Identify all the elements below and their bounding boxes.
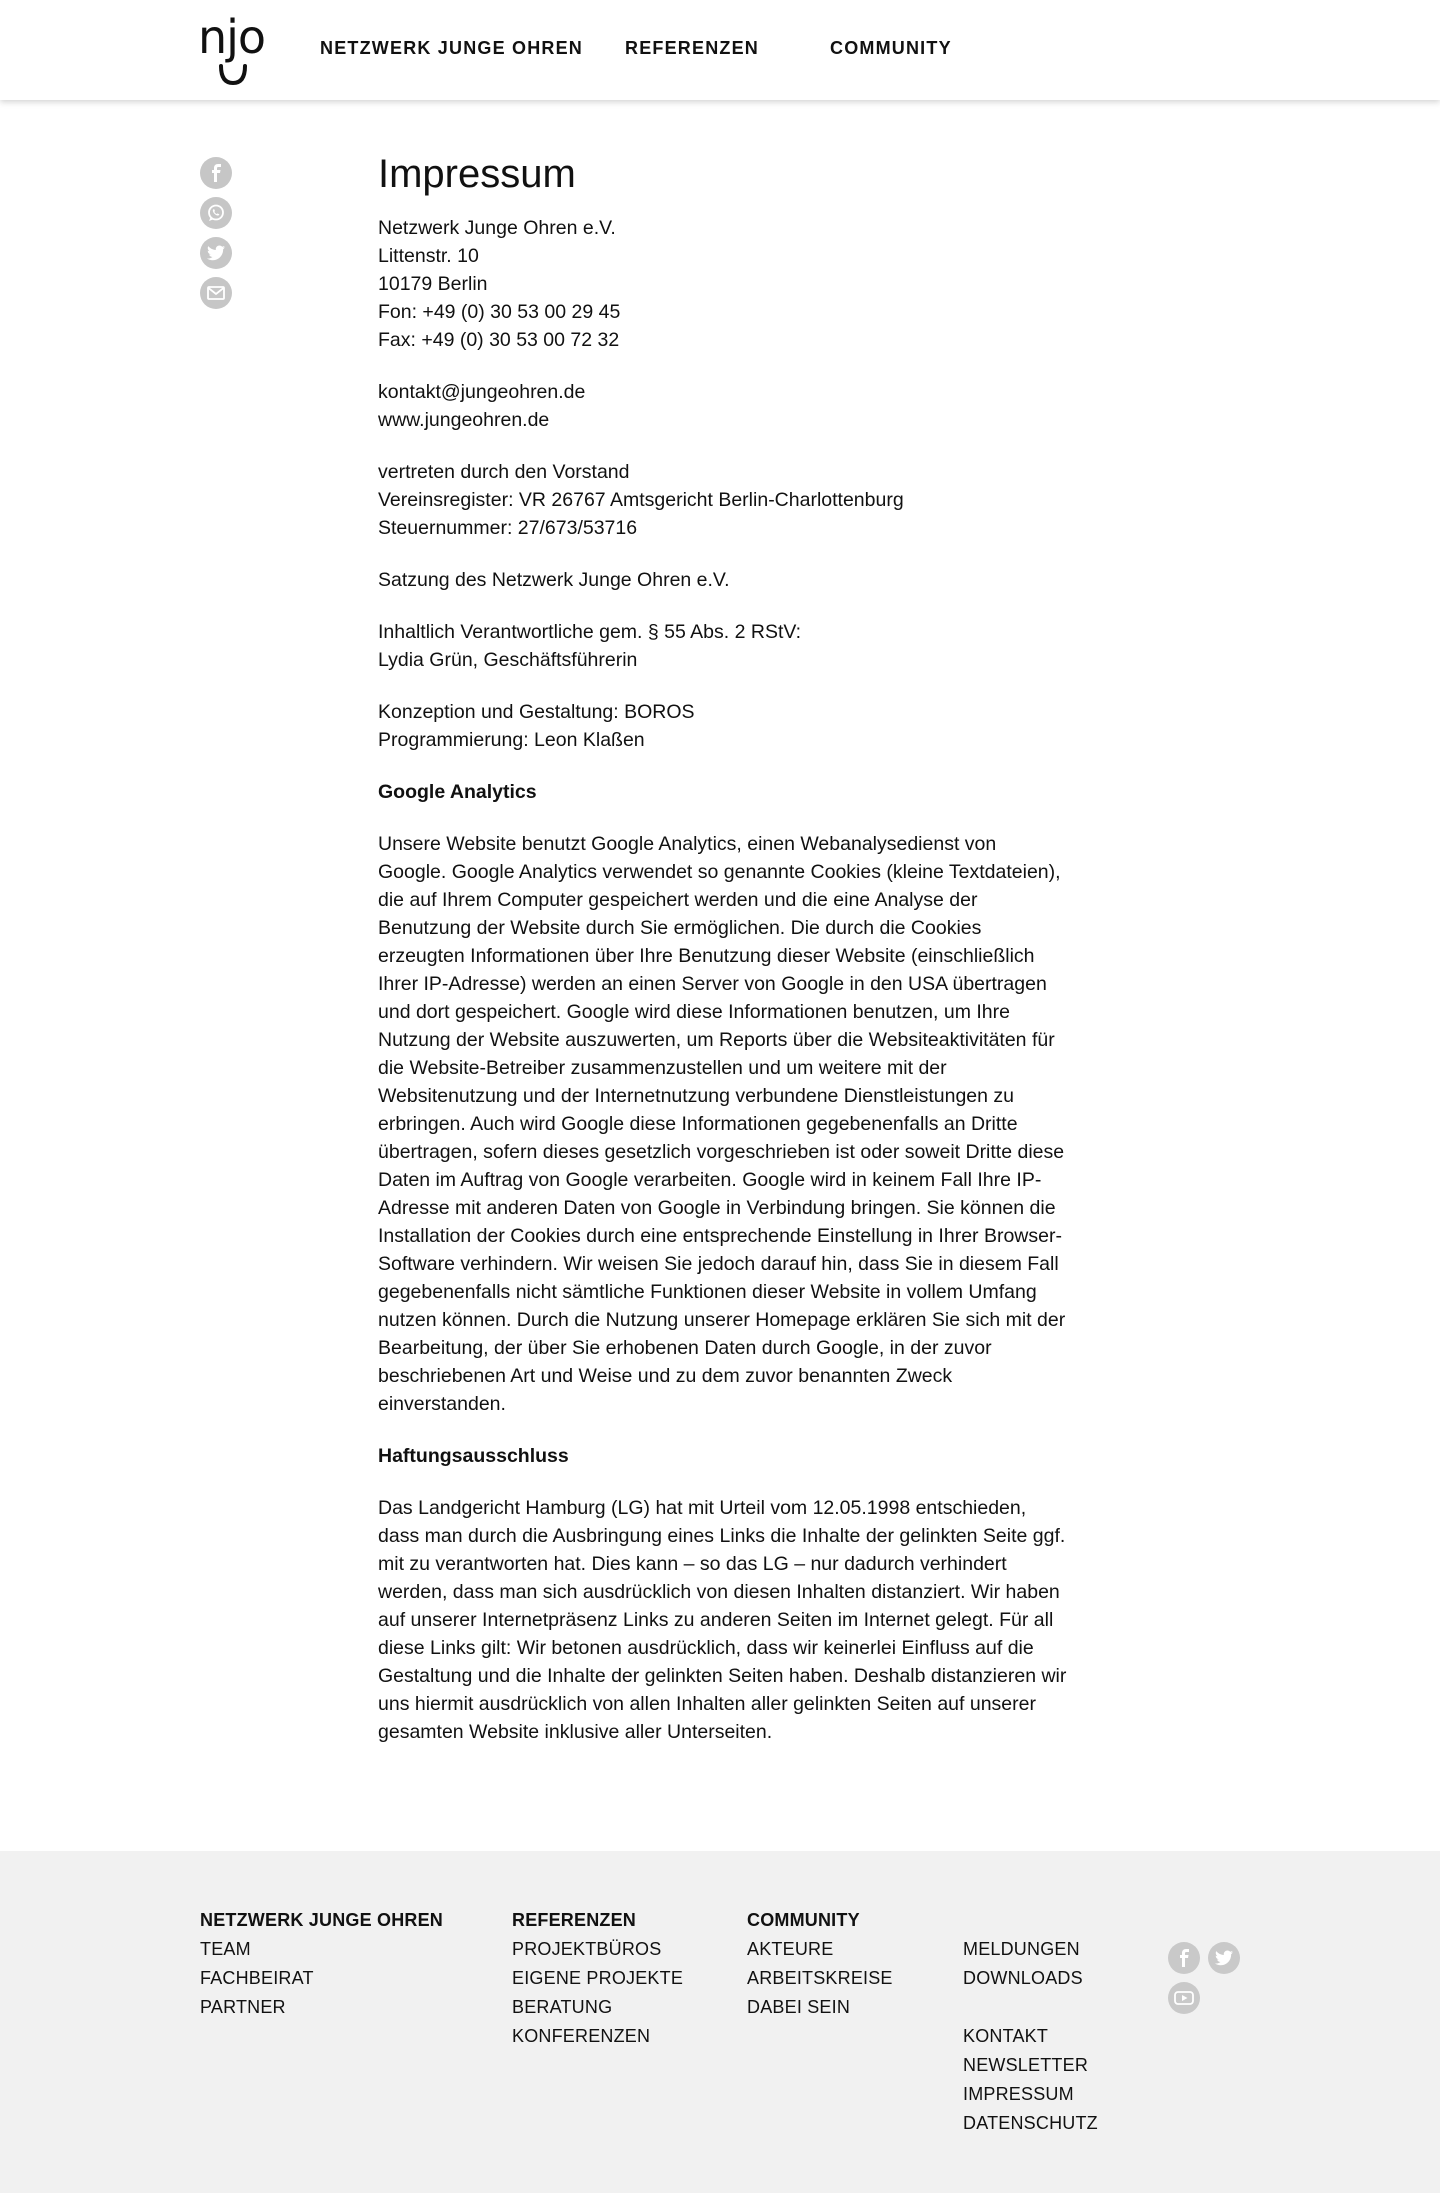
nav-netzwerk-junge-ohren[interactable]: NETZWERK JUNGE OHREN bbox=[320, 38, 584, 58]
footer-link-eigene-projekte[interactable]: EIGENE PROJEKTE bbox=[512, 1968, 684, 1988]
statute-block bbox=[378, 566, 1068, 594]
site-header bbox=[0, 0, 1440, 100]
footer-link-downloads[interactable]: DOWNLOADS bbox=[963, 1968, 1083, 1988]
footer-link-meldungen[interactable]: MELDUNGEN bbox=[963, 1939, 1080, 1959]
footer-link-fachbeirat[interactable]: FACHBEIRAT bbox=[200, 1968, 314, 1988]
address-block bbox=[378, 214, 1068, 354]
main-content bbox=[378, 150, 1068, 1770]
youtube-icon[interactable] bbox=[1168, 1982, 1200, 2014]
footer-link-konferenzen[interactable]: KONFERENZEN bbox=[512, 2026, 651, 2046]
footer-col-referenzen bbox=[512, 1906, 683, 2051]
statute-link[interactable]: Satzung des Netzwerk Junge Ohren e.V. bbox=[378, 569, 730, 591]
whatsapp-icon[interactable] bbox=[200, 197, 232, 229]
footer-link-newsletter[interactable]: NEWSLETTER bbox=[963, 2055, 1089, 2075]
site-footer bbox=[0, 1851, 1440, 2193]
liability-heading: Haftungsausschluss bbox=[378, 1445, 569, 1467]
footer-link-partner[interactable]: PARTNER bbox=[200, 1997, 286, 2017]
tax-number: Steuernummer: 27/673/53716 bbox=[378, 517, 638, 539]
responsible-label: Inhaltlich Verantwortliche gem. § 55 Abs. 2 RStV: bbox=[378, 621, 802, 643]
footer-link-projektbueros[interactable]: PROJEKTBÜROS bbox=[512, 1939, 662, 1959]
page-title: Impressum bbox=[378, 152, 576, 196]
twitter-icon[interactable] bbox=[200, 237, 232, 269]
org-name: Netzwerk Junge Ohren e.V. bbox=[378, 217, 616, 239]
footer-link-kontakt[interactable]: KONTAKT bbox=[963, 2026, 1049, 2046]
footer-link-dabei-sein[interactable]: DABEI SEIN bbox=[747, 1997, 851, 2017]
nav-referenzen[interactable]: REFERENZEN bbox=[625, 38, 760, 58]
email-link[interactable]: kontakt@jungeohren.de bbox=[378, 381, 586, 403]
facebook-icon[interactable] bbox=[1168, 1942, 1200, 1974]
logo-text: njo bbox=[198, 10, 266, 64]
analytics-paragraph: Unsere Website benutzt Google Analytics, einen Webanalysedienst von Google. Google Analytics verwendet so genannte Cookies (kleine Textdateien), die auf Ihrem Computer gespeichert werden und die eine Analyse der Benutzung der Website durch Sie ermöglichen. Die durch die Cookies erzeugten Informationen über Ihre Benutzung dieser Website (einschließlich Ihrer IP-Adresse) werden an einen Server von Google in den USA übertragen und dort gespeichert. Google wird diese Informationen benutzen, um Ihre Nutzung der Website auszuwerten, um Reports über die Websiteaktivitäten für die Website-Betreiber zusammenzustellen und um weitere mit der Websitenutzung und der Internetnutzung verbundene Dienstleistungen zu erbringen. Auch wird Google diese Informationen gegebenenfalls an Dritte übertragen, sofern dieses gesetzlich vorgeschrieben ist oder soweit Dritte diese Daten im Auftrag von Google verarbeiten. Google wird in keinem Fall Ihre IP-Adresse mit anderen Daten von Google in Verbindung bringen. Sie können die Installation der Cookies durch eine entsprechende Einstellung in Ihrer Browser-Software verhindern. Wir weisen Sie jedoch darauf hin, dass Sie in diesem Fall gegebenenfalls nicht sämtliche Funktionen dieser Website in vollem Umfang nutzen können. Durch die Nutzung unserer Homepage erklären Sie sich mit der Bearbeitung, der über Sie erhobenen Daten durch Google, in der zuvor beschriebenen Art und Weise und zu dem zuvor benannten Zweck einverstanden. bbox=[378, 833, 1066, 1415]
register-text: Vereinsregister: VR 26767 Amtsgericht Berlin-Charlottenburg bbox=[378, 489, 904, 511]
footer-link-beratung[interactable]: BERATUNG bbox=[512, 1997, 613, 2017]
responsible-block bbox=[378, 618, 1068, 674]
design-credit: Konzeption und Gestaltung: BOROS bbox=[378, 701, 695, 723]
footer-col-community bbox=[747, 1906, 893, 2022]
footer-title-community[interactable]: COMMUNITY bbox=[747, 1910, 860, 1930]
city: 10179 Berlin bbox=[378, 273, 488, 295]
street: Littenstr. 10 bbox=[378, 245, 479, 267]
facebook-icon[interactable] bbox=[200, 157, 232, 189]
board-text: vertreten durch den Vorstand bbox=[378, 461, 630, 483]
website-link[interactable]: www.jungeohren.de bbox=[378, 409, 550, 431]
twitter-icon[interactable] bbox=[1208, 1942, 1240, 1974]
registry-block bbox=[378, 458, 1068, 542]
phone: Fon: +49 (0) 30 53 00 29 45 bbox=[378, 301, 621, 323]
programming-credit: Programmierung: Leon Klaßen bbox=[378, 729, 645, 751]
smile-icon bbox=[218, 64, 248, 86]
footer-title-referenzen[interactable]: REFERENZEN bbox=[512, 1910, 637, 1930]
analytics-heading: Google Analytics bbox=[378, 781, 537, 803]
responsible-person: Lydia Grün, Geschäftsführerin bbox=[378, 649, 638, 671]
footer-link-akteure[interactable]: AKTEURE bbox=[747, 1939, 834, 1959]
contact-block bbox=[378, 378, 1068, 434]
footer-link-impressum[interactable]: IMPRESSUM bbox=[963, 2084, 1074, 2104]
logo[interactable] bbox=[198, 10, 272, 86]
footer-title-netzwerk[interactable]: NETZWERK JUNGE OHREN bbox=[200, 1910, 444, 1930]
footer-link-arbeitskreise[interactable]: ARBEITSKREISE bbox=[747, 1968, 893, 1988]
nav-community[interactable]: COMMUNITY bbox=[830, 38, 952, 58]
footer-link-datenschutz[interactable]: DATENSCHUTZ bbox=[963, 2113, 1098, 2133]
liability-paragraph: Das Landgericht Hamburg (LG) hat mit Urteil vom 12.05.1998 entschieden, dass man durch die Ausbringung eines Links die Inhalte der gelinkten Seite ggf. mit zu verantworten hat. Dies kann – so das LG – nur dadurch verhindert werden, dass man sich ausdrücklich von diesen Inhalten distanziert. Wir haben auf unserer Internetpräsenz Links zu anderen Seiten im Internet gelegt. Für all diese Links gilt: Wir betonen ausdrücklich, dass wir keinerlei Einfluss auf die Gestaltung und die Inhalte der gelinkten Seiten haben. Deshalb distanzieren wir uns hiermit ausdrücklich von allen Inhalten aller gelinkten Seiten auf unserer gesamten Website inklusive aller Unterseiten. bbox=[378, 1497, 1067, 1743]
fax: Fax: +49 (0) 30 53 00 72 32 bbox=[378, 329, 620, 351]
footer-col-misc bbox=[963, 1906, 1098, 2138]
credits-block bbox=[378, 698, 1068, 754]
footer-link-team[interactable]: TEAM bbox=[200, 1939, 251, 1959]
footer-col-netzwerk bbox=[200, 1906, 443, 2022]
mail-icon[interactable] bbox=[200, 277, 232, 309]
